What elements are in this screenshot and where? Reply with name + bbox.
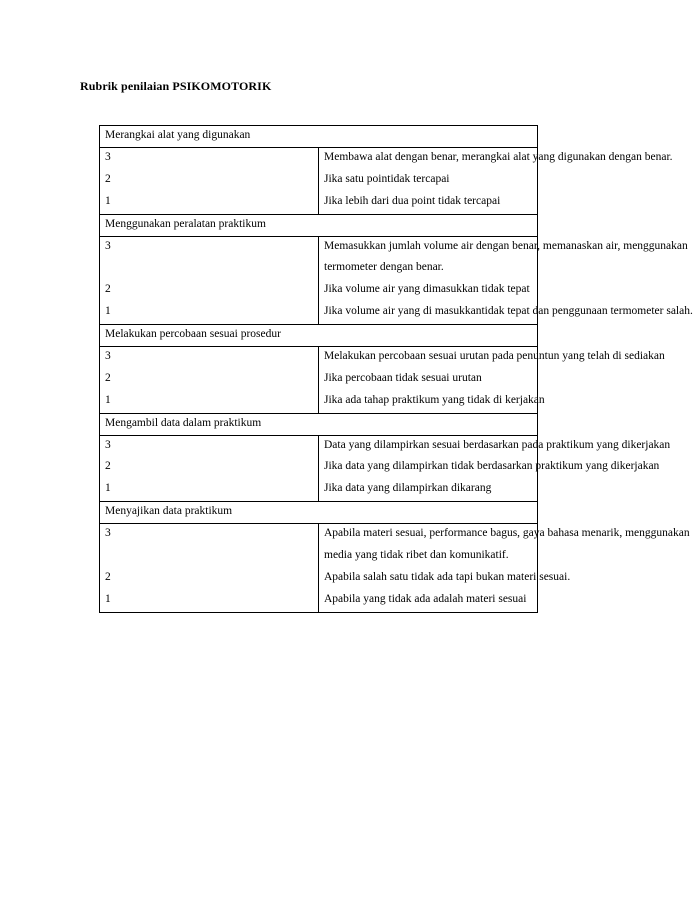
score-description-line: media yang tidak ribet dan komunikatif. [324,548,509,561]
description-column [319,236,693,324]
score-value: 1 [105,592,111,605]
criterion-name: Merangkai alat yang digunakan [100,126,538,148]
score-spacer [105,546,318,568]
criterion-name: Menyajikan data praktikum [100,502,538,524]
rubric-table [99,125,693,613]
criterion-scores-row [100,346,538,413]
criterion-scores-row [100,236,538,324]
score-column [100,524,319,612]
score-description-line: Jika data yang dilampirkan dikarang [324,482,492,495]
score-column [100,435,319,502]
score-value: 1 [105,482,111,495]
score-value: 3 [105,349,111,362]
description-column [319,524,690,612]
criterion-name: Melakukan percobaan sesuai prosedur [100,324,538,346]
score-description-line: Jika volume air yang dimasukkan tidak tepat [324,283,530,296]
criterion-header-row [100,502,538,524]
document-title: Rubrik penilaian PSIKOMOTORIK [80,79,272,93]
score-description-line: Data yang dilampirkan sesuai berdasarkan pada praktikum yang dikerjakan [324,438,671,451]
score-column [100,236,319,324]
score-value: 2 [105,570,111,583]
score-description-line: Apabila materi sesuai, performance bagus, gaya bahasa menarik, menggunakan [324,527,690,540]
score-value: 2 [105,283,111,296]
score-column [100,346,319,413]
score-value: 2 [105,172,111,185]
score-description-line: Melakukan percobaan sesuai urutan pada penuntun yang telah di sediakan [324,349,665,362]
score-description-line: Jika percobaan tidak sesuai urutan [324,371,482,384]
score-description-line: Jika ada tahap praktikum yang tidak di kerjakan [324,393,545,406]
score-description-line: Jika satu pointidak tercapai [324,172,450,185]
score-column [100,148,319,215]
criterion-header-row [100,413,538,435]
criterion-name: Mengambil data dalam praktikum [100,413,538,435]
criterion-header-row [100,126,538,148]
criterion-header-row [100,214,538,236]
score-value: 1 [105,304,111,317]
criterion-scores-row [100,435,538,502]
score-description-line: termometer dengan benar. [324,261,444,274]
score-description-line: Apabila salah satu tidak ada tapi bukan materi sesuai. [324,570,571,583]
score-value: 3 [105,151,111,163]
criterion-scores-row [100,148,538,215]
score-value: 2 [105,371,111,384]
score-description-line: Membawa alat dengan benar, merangkai alat yang digunakan dengan benar. [324,151,673,163]
score-value: 1 [105,393,111,406]
score-description-line: Jika data yang dilampirkan tidak berdasarkan praktikum yang dikerjakan [324,460,660,473]
description-column [319,148,673,215]
criterion-scores-row [100,524,538,612]
criterion-name: Menggunakan peralatan praktikum [100,214,538,236]
score-value: 3 [105,239,111,252]
rubric-table-body [100,126,693,613]
score-description-line: Apabila yang tidak ada adalah materi sesuai [324,592,527,605]
score-value: 3 [105,438,111,451]
score-value: 2 [105,460,111,473]
score-spacer [105,258,318,280]
description-column [319,346,665,413]
score-value: 3 [105,527,111,540]
score-value: 1 [105,194,111,207]
criterion-header-row [100,324,538,346]
score-description-line: Jika volume air yang di masukkantidak tepat dan penggunaan termometer salah. [324,304,693,317]
description-column [319,435,671,502]
score-description-line: Memasukkan jumlah volume air dengan benar, memanaskan air, menggunakan [324,239,688,252]
score-description-line: Jika lebih dari dua point tidak tercapai [324,194,501,207]
